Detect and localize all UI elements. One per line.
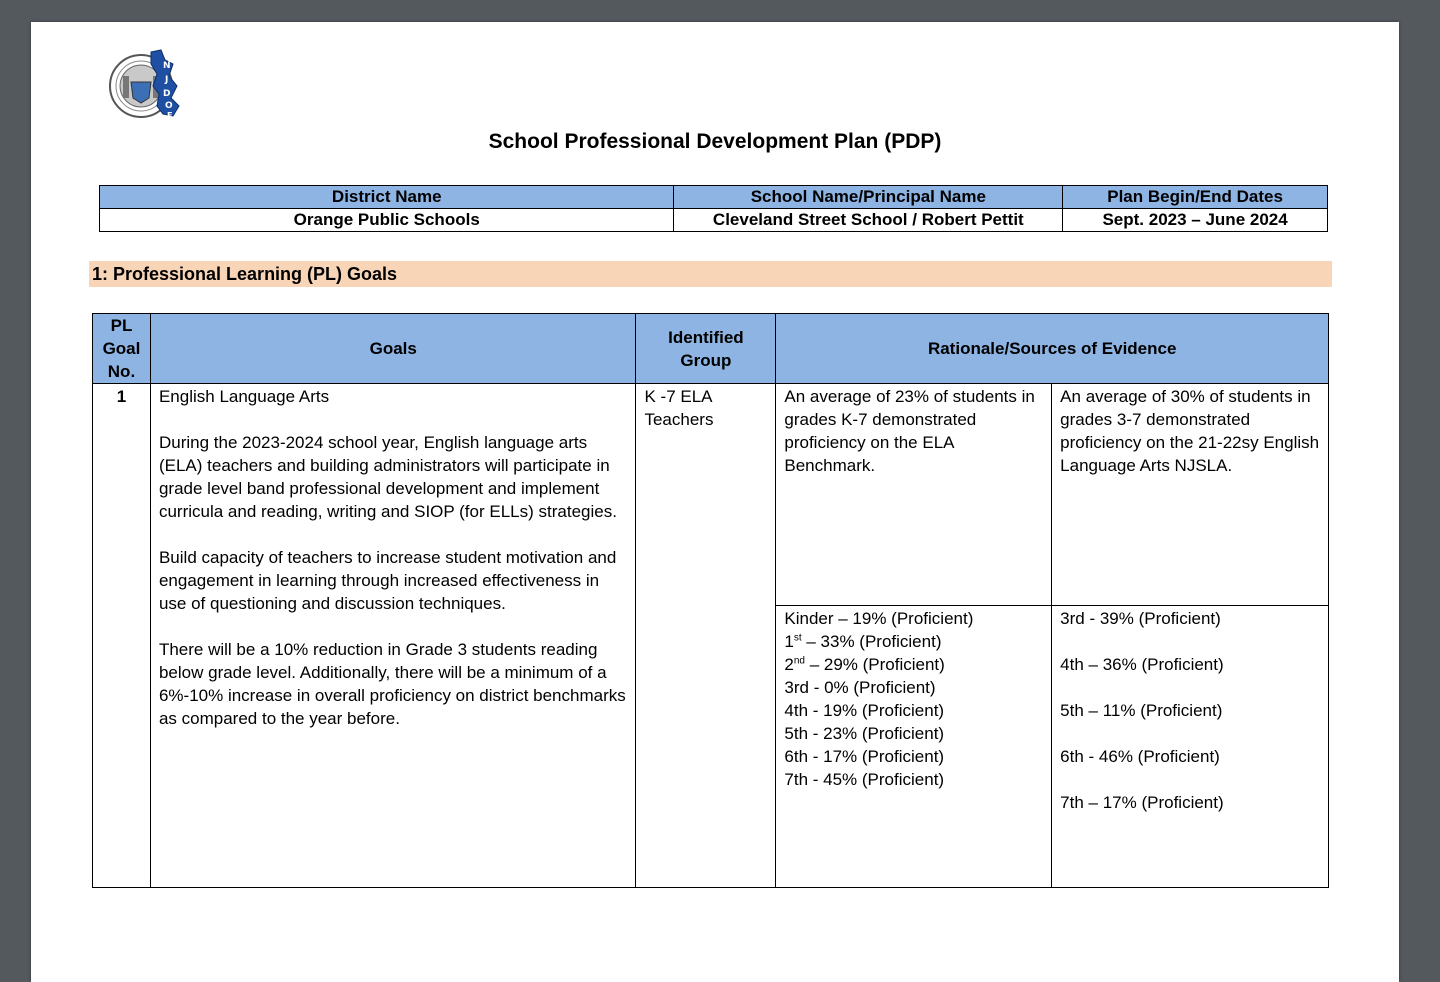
grade-score-line (784, 676, 1043, 699)
document-page (31, 22, 1399, 982)
identified-group-cell: K -7 ELA Teachers (636, 384, 776, 888)
score-text: - 45% (Proficient) (808, 770, 945, 789)
goal-no-header-label: PL Goal No. (102, 316, 141, 381)
line-gap (1060, 676, 1320, 699)
svg-text:J: J (165, 75, 169, 85)
score-text: - 19% (Proficient) (808, 701, 945, 720)
score-text: - 17% (Proficient) (808, 747, 945, 766)
evidence-left-cell: An average of 23% of students in grades K-7 demonstrated proficiency on the ELA Benchmark. (776, 384, 1052, 606)
plan-dates-value: Sept. 2023 – June 2024 (1063, 209, 1328, 232)
score-text: – 19% (Proficient) (833, 609, 974, 628)
goals-header: Goals (150, 314, 636, 384)
rationale-header: Rationale/Sources of Evidence (776, 314, 1329, 384)
line-gap (1060, 722, 1320, 745)
grade-label: 1 (784, 632, 794, 651)
goal-description-cell (150, 384, 636, 888)
svg-text:D: D (163, 89, 171, 99)
goal-row-top (93, 384, 1329, 606)
score-text: – 33% (Proficient) (801, 632, 942, 651)
line-gap (1060, 768, 1320, 791)
info-value-row (100, 209, 1328, 232)
goal-paragraph: Build capacity of teachers to increase student motivation and engagement in learning through increased effectiveness in use of questioning and discussion techniques. (158, 548, 617, 613)
score-text: - 0% (Proficient) (808, 678, 936, 697)
grade-score-line: 6th - 46% (Proficient) (1060, 747, 1220, 766)
district-name-value: Orange Public Schools (100, 209, 674, 232)
goal-paragraph: English Language Arts (158, 387, 330, 406)
grade-label: 7th (784, 770, 809, 789)
svg-text:E: E (167, 111, 173, 120)
grade-label: 5th (784, 724, 809, 743)
identified-group-header (636, 314, 776, 384)
pl-goals-table (92, 313, 1329, 888)
grade-score-line (784, 630, 1043, 653)
evidence-right-cell: An average of 30% of students in grades 3-7 demonstrated proficiency on the 21-22sy English Language Arts NJSLA. (1052, 384, 1329, 606)
goal-paragraph: There will be a 10% reduction in Grade 3 students reading below grade level. Additionally, there will be a minimum of a 6%-10% increase in overall proficiency on district benchmarks as compared to the year before. (158, 640, 626, 728)
grade-scores-right-cell (1052, 606, 1329, 888)
identified-group-header-label: Identified Group (668, 327, 744, 370)
plan-info-table (99, 185, 1328, 232)
goal-paragraph: During the 2023-2024 school year, English language arts (ELA) teachers and building administrators will participate in grade level band professional development and implement curricula and reading, writing and SIOP (for ELLs) strategies. (158, 433, 617, 521)
grade-scores-left-cell (776, 606, 1052, 888)
svg-text:N: N (163, 61, 171, 71)
grade-label: 6th (784, 747, 809, 766)
grade-label: 4th (784, 701, 809, 720)
grade-label: 3rd (784, 678, 809, 697)
school-principal-value: Cleveland Street School / Robert Pettit (674, 209, 1063, 232)
grade-score-line (784, 745, 1043, 768)
svg-text:O: O (165, 101, 173, 111)
grade-score-line (784, 607, 1043, 630)
grade-score-line: 5th – 11% (Proficient) (1060, 701, 1223, 720)
document-title: School Professional Development Plan (PDP) (488, 130, 942, 153)
grade-label: 2 (784, 655, 794, 674)
grade-score-line (784, 722, 1043, 745)
district-name-header: District Name (100, 186, 674, 209)
grade-score-line (784, 699, 1043, 722)
info-header-row (100, 186, 1328, 209)
score-text: - 23% (Proficient) (808, 724, 945, 743)
grade-score-line: 7th – 17% (Proficient) (1060, 793, 1224, 812)
line-gap (1060, 630, 1320, 653)
grade-suffix: st (793, 632, 802, 644)
grade-suffix: nd (793, 655, 805, 667)
grade-score-line (784, 653, 1043, 676)
grade-score-line (784, 768, 1043, 791)
section-heading: 1: Professional Learning (PL) Goals (89, 261, 1332, 287)
grade-label: Kinder (784, 609, 834, 628)
score-text: – 29% (Proficient) (804, 655, 945, 674)
grade-score-line: 3rd - 39% (Proficient) (1060, 609, 1221, 628)
school-principal-header: School Name/Principal Name (674, 186, 1063, 209)
grade-score-line: 4th – 36% (Proficient) (1060, 655, 1224, 674)
goal-no-header (93, 314, 151, 384)
goals-header-row (93, 314, 1329, 384)
njdoe-seal-logo (107, 46, 187, 122)
plan-dates-header: Plan Begin/End Dates (1063, 186, 1328, 209)
goal-number-cell: 1 (93, 384, 151, 888)
